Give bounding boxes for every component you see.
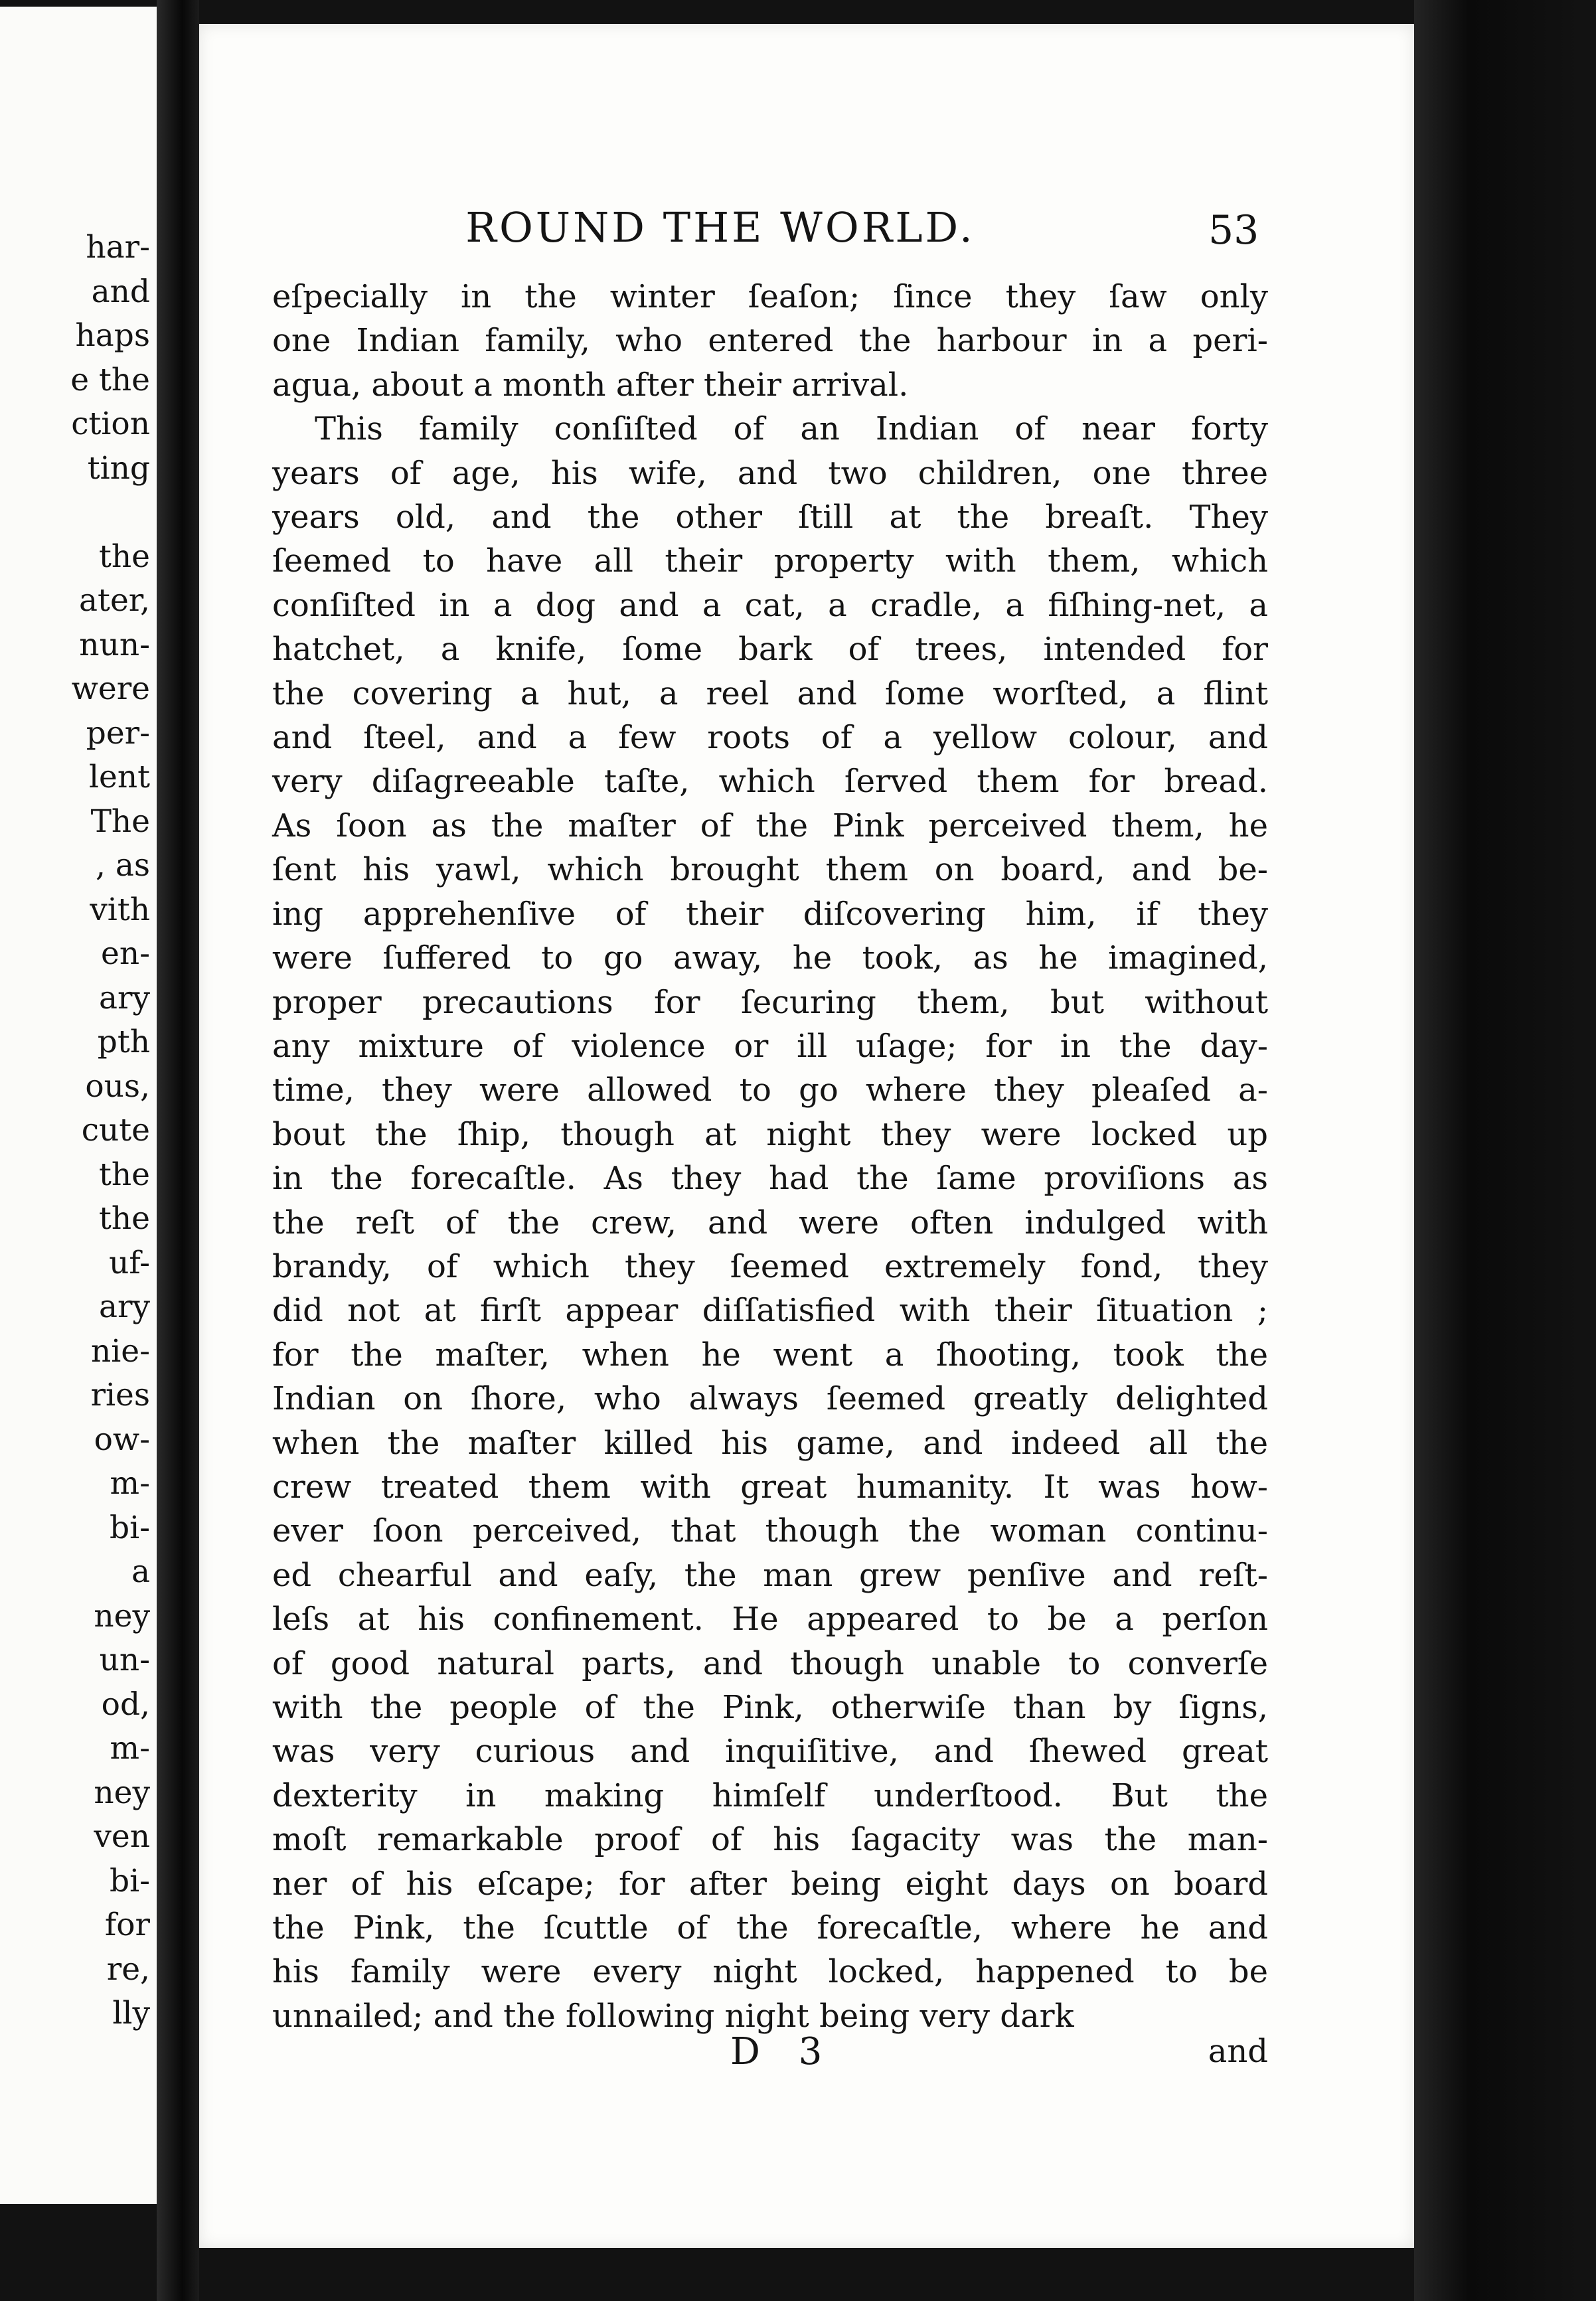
signature-mark: D 3 xyxy=(730,2030,836,2073)
page-number: 53 xyxy=(1208,207,1259,254)
text-line: was very curious and inquiſitive, and ſhewed great xyxy=(272,1733,1268,1771)
text-line: very diſagreeable taſte, which ſerved them for bread. xyxy=(272,763,1268,801)
previous-page-line-endings xyxy=(70,226,150,2036)
text-line: did not at firſt appear diſſatisfied with their ſituation ; xyxy=(272,1292,1268,1330)
previous-page-line-fragment: lly xyxy=(112,1995,150,2031)
previous-page-line-fragment: ting xyxy=(87,449,150,487)
text-line: the Pink, the ſcuttle of the forecaſtle, where he and xyxy=(272,1909,1268,1947)
text-line: unnailed; and the following night being very dark xyxy=(272,1997,1074,2035)
text-line: leſs at his confinement. He appeared to be a perſon xyxy=(272,1601,1268,1638)
previous-page-line-fragment: ous, xyxy=(85,1068,150,1105)
previous-page-fragment xyxy=(0,7,159,2204)
previous-page-line-fragment: cute xyxy=(81,1112,150,1149)
previous-page-line-fragment: ow- xyxy=(94,1421,150,1458)
text-line: were ſuffered to go away, he took, as he imagined, xyxy=(272,939,1268,977)
previous-page-line-fragment: bi- xyxy=(110,1862,150,1899)
text-line: dexterity in making himſelf underſtood. But the xyxy=(272,1777,1268,1814)
previous-page-line-fragment: ven xyxy=(94,1818,150,1855)
running-head xyxy=(226,203,1414,256)
text-line: proper precautions for ſecuring them, but without xyxy=(272,983,1268,1021)
text-line: As ſoon as the maſter of the Pink perceived them, he xyxy=(272,807,1268,844)
previous-page-line-fragment: the xyxy=(99,1156,150,1193)
previous-page-line-fragment: pth xyxy=(97,1024,150,1060)
previous-page-line-fragment: e the xyxy=(70,361,150,398)
text-line: hatchet, a knife, ſome bark of trees, intended for xyxy=(272,631,1268,669)
previous-page-line-fragment: un- xyxy=(99,1642,150,1678)
text-line: in the forecaſtle. As they had the ſame proviſions as xyxy=(272,1160,1268,1198)
previous-page-line-fragment: ary xyxy=(98,1289,150,1325)
text-line: any mixture of violence or ill uſage; for in the day- xyxy=(272,1027,1268,1065)
background-edge xyxy=(1414,0,1596,2301)
previous-page-line-fragment: a xyxy=(131,1553,150,1590)
text-line: one Indian family, who entered the harbour in a peri- xyxy=(272,322,1268,360)
text-line: ſent his yawl, which brought them on board, and be- xyxy=(272,851,1268,889)
page-footer xyxy=(272,2030,1268,2077)
text-line: his family were every night locked, happened to be xyxy=(272,1953,1268,1991)
previous-page-line-fragment: nun- xyxy=(79,626,150,663)
text-line: for the maſter, when he went a ſhooting, took the xyxy=(272,1336,1268,1374)
previous-page-line-fragment: and xyxy=(91,273,150,310)
previous-page-line-fragment: nie- xyxy=(91,1332,150,1370)
previous-page-line-fragment: en- xyxy=(101,935,150,972)
previous-page-line-fragment: ney xyxy=(94,1597,150,1634)
text-line: the reſt of the crew, and were often indulged with xyxy=(272,1204,1268,1241)
text-line: of good natural parts, and though unable to converſe xyxy=(272,1644,1268,1682)
text-line: agua, about a month after their arrival. xyxy=(272,366,909,404)
text-line: ing apprehenſive of their diſcovering him, if they xyxy=(272,895,1268,933)
text-line: with the people of the Pink, otherwiſe than by ſigns, xyxy=(272,1689,1268,1726)
previous-page-line-fragment: har- xyxy=(86,229,150,266)
previous-page-line-fragment: ries xyxy=(90,1377,150,1413)
text-line: This family conſiſted of an Indian of near forty xyxy=(315,410,1268,448)
book-gutter xyxy=(157,0,199,2301)
text-line: crew treated them with great humanity. It was how- xyxy=(272,1468,1268,1506)
book-page xyxy=(199,24,1414,2248)
body-text xyxy=(272,275,1268,2038)
previous-page-line-fragment: re, xyxy=(106,1950,150,1988)
previous-page-line-fragment: , as xyxy=(95,847,150,884)
previous-page-line-fragment: the xyxy=(99,538,150,575)
previous-page-line-fragment: were xyxy=(71,671,150,707)
text-line: years of age, his wife, and two children, one three xyxy=(272,454,1268,492)
previous-page-line-fragment: for xyxy=(104,1907,150,1943)
catchword: and xyxy=(1208,2033,1268,2070)
text-line: ed chearful and eaſy, the man grew penſive and reſt- xyxy=(272,1556,1268,1594)
previous-page-line-fragment: uf- xyxy=(109,1244,150,1281)
text-line: Indian on ſhore, who always ſeemed greatly delighted xyxy=(272,1380,1268,1418)
previous-page-line-fragment xyxy=(70,491,150,535)
text-line: moſt remarkable proof of his ſagacity was the man- xyxy=(272,1821,1268,1859)
text-line: years old, and the other ſtill at the breaſt. They xyxy=(272,499,1268,536)
previous-page-line-fragment: vith xyxy=(90,891,150,928)
previous-page-line-fragment: ction xyxy=(71,406,150,442)
text-line: ever ſoon perceived, that though the woman continu- xyxy=(272,1512,1268,1550)
previous-page-line-fragment: ater, xyxy=(79,582,150,619)
previous-page-line-fragment: per- xyxy=(86,714,150,752)
previous-page-line-fragment: od, xyxy=(101,1686,150,1723)
previous-page-line-fragment: lent xyxy=(88,759,150,795)
text-line: eſpecially in the winter ſeaſon; ſince they ſaw only xyxy=(272,278,1268,315)
previous-page-line-fragment: the xyxy=(99,1200,150,1237)
previous-page-line-fragment: bi- xyxy=(110,1509,150,1546)
text-line: brandy, of which they ſeemed extremely fond, they xyxy=(272,1247,1268,1285)
text-line: the covering a hut, a reel and ſome worſted, a flint xyxy=(272,674,1268,712)
previous-page-line-fragment: The xyxy=(90,803,150,840)
previous-page-line-fragment: ney xyxy=(94,1774,150,1811)
text-line: bout the ſhip, though at night they were locked up xyxy=(272,1115,1268,1153)
text-line: when the maſter killed his game, and indeed all the xyxy=(272,1424,1268,1462)
text-line: time, they were allowed to go where they pleaſed a- xyxy=(272,1071,1268,1109)
running-title: ROUND THE WORLD. xyxy=(465,203,975,252)
text-line: conſiſted in a dog and a cat, a cradle, a fiſhing-net, a xyxy=(272,586,1268,624)
previous-page-line-fragment: haps xyxy=(75,317,150,354)
text-line: ſeemed to have all their property with them, which xyxy=(272,542,1268,580)
previous-page-line-fragment: ary xyxy=(98,979,150,1016)
previous-page-line-fragment: m- xyxy=(110,1730,150,1767)
text-line: ner of his eſcape; for after being eight days on board xyxy=(272,1865,1268,1903)
text-line: and ſteel, and a few roots of a yellow colour, and xyxy=(272,719,1268,757)
previous-page-line-fragment: m- xyxy=(110,1465,150,1502)
